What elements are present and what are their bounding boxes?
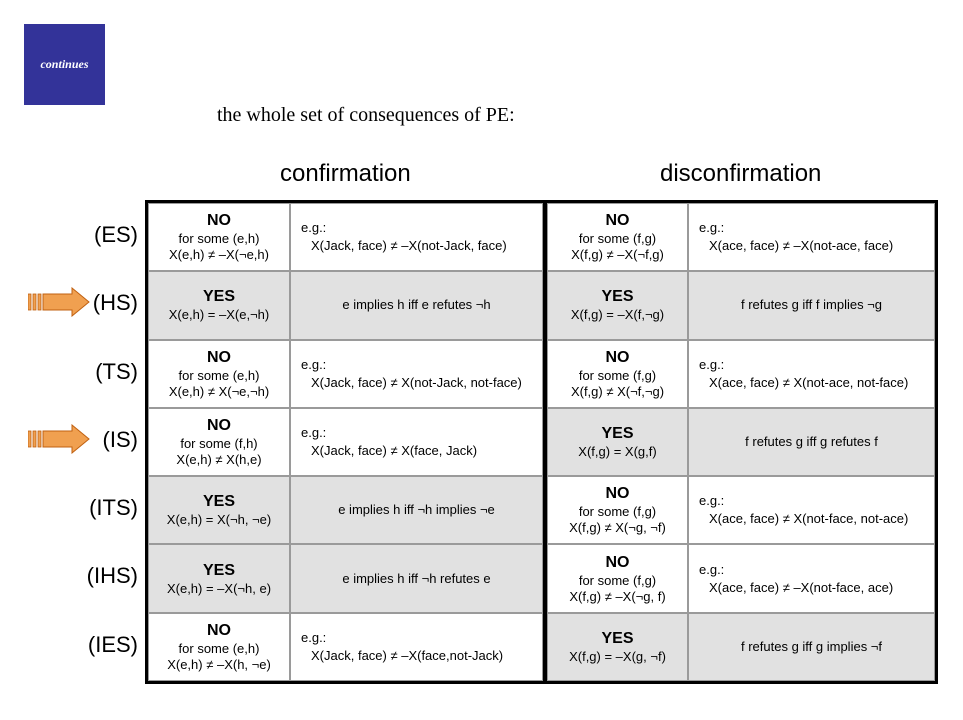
row-label: (ES)	[94, 222, 138, 247]
row-label: (IHS)	[86, 563, 138, 589]
disc-example-cell	[688, 544, 935, 612]
example-prefix: e.g.:	[699, 493, 725, 509]
disc-verdict-cell	[547, 544, 688, 612]
formula-text: X(e,h) = –X(e,¬h)	[168, 307, 270, 323]
verdict-text: NO	[207, 416, 231, 434]
condition-text: for some (e,h)	[178, 367, 260, 383]
example-prefix: e.g.:	[301, 356, 327, 372]
verdict-text: YES	[601, 629, 634, 647]
formula-text: X(e,h) ≠ X(h,e)	[176, 451, 262, 467]
formula-text: X(e,h) ≠ X(¬e,¬h)	[168, 383, 270, 399]
orange-arrow-icon	[28, 424, 90, 454]
consequences-table	[145, 200, 938, 684]
example-prefix: e.g.:	[301, 220, 327, 236]
conf-example-cell	[290, 408, 543, 476]
verdict-text: NO	[207, 212, 231, 230]
disc-example-cell	[688, 408, 935, 476]
formula-text: X(f,g) ≠ X(¬f,¬g)	[570, 383, 665, 399]
example-prefix: e.g.:	[699, 356, 725, 372]
disc-verdict-cell	[547, 340, 688, 408]
conf-example-cell	[290, 613, 543, 681]
example-text: X(Jack, face) ≠ –X(face,not-Jack)	[311, 647, 504, 663]
conf-example-cell	[290, 203, 543, 271]
condition-text: for some (f,g)	[578, 367, 657, 383]
row-label: (IES)	[87, 631, 138, 657]
formula-text: X(f,g) = –X(g, ¬f)	[569, 648, 666, 664]
equivalence-note: e implies h iff e refutes ¬h	[342, 297, 491, 313]
conf-verdict-cell	[148, 544, 290, 612]
disc-verdict-cell	[547, 203, 688, 271]
conf-verdict-cell	[148, 476, 290, 544]
conf-verdict-cell	[148, 340, 290, 408]
conf-example-cell	[290, 340, 543, 408]
example-text: X(ace, face) ≠ X(not-face, not-ace)	[709, 511, 909, 527]
equivalence-note: e implies h iff ¬h refutes e	[342, 570, 491, 586]
formula-text: X(f,g) ≠ –X(¬f,g)	[571, 247, 664, 263]
example-text: X(ace, face) ≠ –X(not-face, ace)	[709, 579, 894, 595]
continues-badge[interactable]: continues	[24, 24, 105, 105]
example-text: X(Jack, face) ≠ –X(not-Jack, face)	[311, 238, 507, 254]
example-prefix: e.g.:	[699, 220, 725, 236]
condition-text: for some (e,h)	[178, 231, 260, 247]
conf-verdict-cell	[148, 203, 290, 271]
conf-verdict-cell	[148, 613, 290, 681]
formula-text: X(e,h) ≠ –X(¬e,h)	[169, 247, 269, 263]
condition-text: for some (e,h)	[178, 640, 260, 656]
disc-example-cell	[688, 476, 935, 544]
equivalence-note: f refutes g iff g implies ¬f	[740, 638, 883, 654]
slide-subtitle: the whole set of consequences of PE:	[217, 104, 515, 126]
orange-arrow-icon	[28, 287, 90, 317]
verdict-text: NO	[605, 348, 630, 366]
disc-example-cell	[688, 271, 935, 339]
formula-text: X(e,h) = –X(¬h, e)	[166, 580, 272, 596]
condition-text: for some (f,h)	[180, 435, 258, 451]
formula-text: X(f,g) = X(g,f)	[578, 443, 657, 459]
verdict-text: YES	[202, 288, 235, 306]
condition-text: for some (f,g)	[578, 504, 657, 520]
disc-example-cell	[688, 340, 935, 408]
equivalence-note: f refutes g iff g refutes f	[745, 433, 878, 449]
formula-text: X(f,g) = –X(f,¬g)	[570, 307, 665, 323]
example-prefix: e.g.:	[301, 424, 327, 440]
equivalence-note: e implies h iff ¬h implies ¬e	[338, 502, 495, 518]
disc-verdict-cell	[547, 476, 688, 544]
row-label: (HS)	[92, 290, 138, 316]
example-text: X(Jack, face) ≠ X(face, Jack)	[311, 442, 478, 458]
confirmation-header: confirmation	[280, 160, 411, 187]
formula-text: X(f,g) ≠ –X(¬g, f)	[569, 588, 666, 604]
conf-example-cell	[290, 544, 543, 612]
example-prefix: e.g.:	[301, 629, 327, 645]
disc-example-cell	[688, 203, 935, 271]
condition-text: for some (f,g)	[578, 572, 657, 588]
verdict-text: YES	[601, 424, 634, 442]
row-label: (TS)	[95, 358, 138, 384]
conf-example-cell	[290, 476, 543, 544]
disc-verdict-cell	[547, 271, 688, 339]
formula-text: X(e,h) ≠ –X(h, ¬e)	[167, 656, 271, 672]
verdict-text: YES	[202, 561, 235, 579]
verdict-text: NO	[605, 212, 630, 230]
example-text: X(Jack, face) ≠ X(not-Jack, not-face)	[311, 374, 522, 390]
example-text: X(ace, face) ≠ X(not-ace, not-face)	[709, 374, 909, 390]
formula-text: X(f,g) ≠ X(¬g, ¬f)	[569, 520, 666, 536]
row-label: (ITS)	[89, 495, 138, 521]
verdict-text: YES	[202, 493, 235, 511]
example-text: X(ace, face) ≠ –X(not-ace, face)	[709, 238, 894, 254]
verdict-text: NO	[207, 348, 231, 366]
verdict-text: YES	[601, 288, 634, 306]
verdict-text: NO	[605, 485, 630, 503]
conf-example-cell	[290, 271, 543, 339]
conf-verdict-cell	[148, 271, 290, 339]
conf-verdict-cell	[148, 408, 290, 476]
disc-example-cell	[688, 613, 935, 681]
verdict-text: NO	[605, 553, 630, 571]
verdict-text: NO	[207, 621, 231, 639]
disconfirmation-header: disconfirmation	[660, 160, 822, 187]
example-prefix: e.g.:	[699, 561, 725, 577]
equivalence-note: f refutes g iff f implies ¬g	[740, 297, 883, 313]
disc-verdict-cell	[547, 408, 688, 476]
disc-verdict-cell	[547, 613, 688, 681]
condition-text: for some (f,g)	[578, 231, 657, 247]
formula-text: X(e,h) = X(¬h, ¬e)	[166, 512, 272, 528]
row-label: (IS)	[102, 426, 138, 452]
